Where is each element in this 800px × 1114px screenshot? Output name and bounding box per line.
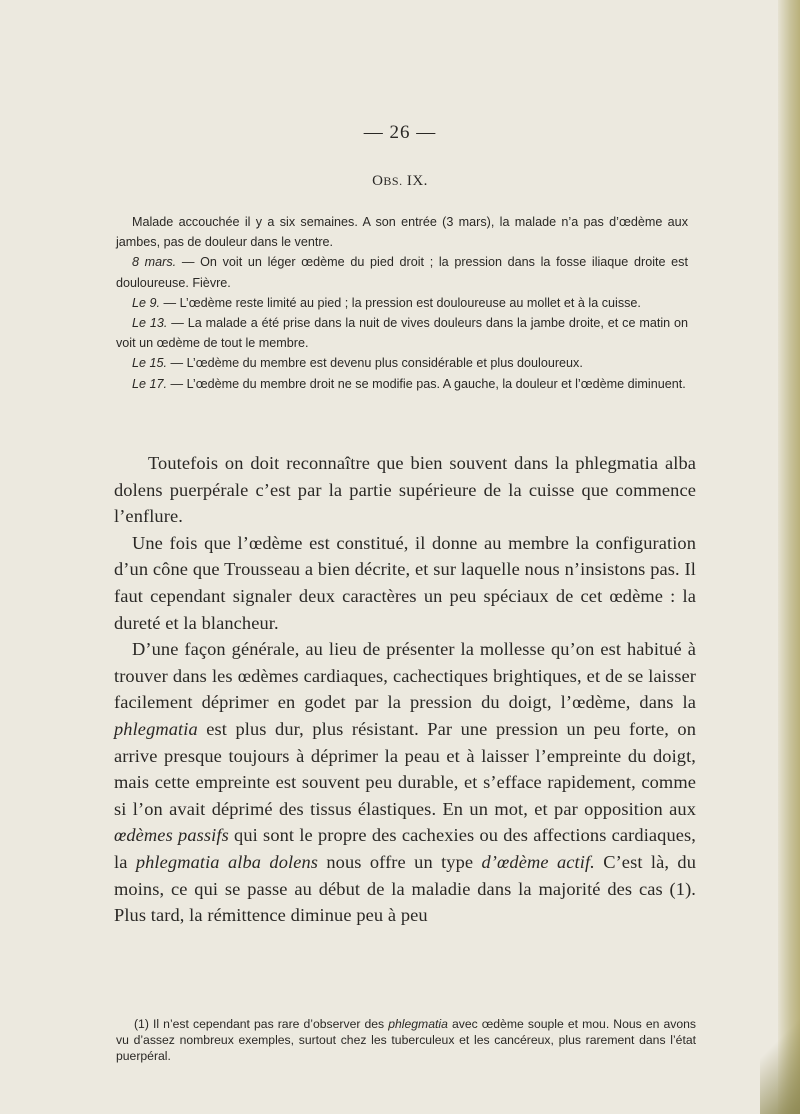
case-paragraph: Malade accouchée il y a six semaines. A son entrée (3 mars), la malade n’a pas d’œdème aux jambes, pas de douleur dans le ventre. xyxy=(116,215,688,250)
italic-term: phlegmatia xyxy=(388,1017,448,1031)
body-paragraph: D’une façon générale, au lieu de présenter la mollesse qu’on est habitué à trouver dans les œdèmes cardiaques, cachectiques brightiques, et de se laisser facilement déprimer en godet par la pression du doigt, l’œdème, dans la phlegmatia est plus dur, plus résistant. Par une pression un peu forte, on arrive presque toujours à déprimer la peau et à laisser l’empreinte du doigt, mais cette empreinte est souvent peu durable, et s’efface rapidement, comme si l’on avait déprimé des tissus élastiques. En un mot, et par opposition aux œdèmes passifs qui sont le propre des cachexies ou des affections cardiaques, la phlegmatia alba dolens nous offre un type d’œdème actif. C’est là, du moins, ce qui se passe au début de la maladie dans la majorité des cas (1). Plus tard, la rémittence diminue peu à peu xyxy=(114,639,697,926)
case-date: Le 17. xyxy=(132,376,168,391)
observation-prefix-rest: BS. xyxy=(383,174,403,188)
case-report xyxy=(116,212,688,394)
observation-number: IX. xyxy=(406,173,428,189)
case-paragraph: Le 13. — La malade a été prise dans la nuit de vives douleurs dans la jambe droite, et ce matin on voit un œdème de tout le membre. xyxy=(116,316,689,351)
page-number: — 26 — xyxy=(363,122,437,143)
italic-term: œdèmes passifs xyxy=(114,825,229,846)
case-paragraph: Le 17. — L’œdème du membre droit ne se modifie pas. A gauche, la douleur et l’œdème diminuent. xyxy=(132,376,686,391)
case-date: Le 9. xyxy=(132,295,161,310)
case-date: Le 15. xyxy=(132,356,168,371)
footnote-text: (1) Il n’est cependant pas rare d’observer des phlegmatia avec œdème souple et mou. Nous en avons vu d’assez nombreux exemples, surtout chez les tuberculeux et les cancéreux, plus rarement dans l’état puerpéral. xyxy=(116,1017,696,1063)
case-paragraph: 8 mars. — On voit un léger œdème du pied droit ; la pression dans la fosse iliaque droite est douloureuse. Fièvre. xyxy=(116,255,688,290)
page-edge-shadow xyxy=(778,0,800,1114)
italic-term: d’œdème actif. xyxy=(481,851,595,872)
body-paragraph: Toutefois on doit reconnaître que bien souvent dans la phlegmatia alba dolens puerpérale c’est par la partie supérieure de la cuisse que commence l’enflure. xyxy=(114,453,696,527)
case-paragraph: Le 15. — L’œdème du membre est devenu plus considérable et plus douloureux. xyxy=(132,356,583,371)
body-paragraph: Une fois que l’œdème est constitué, il donne au membre la configuration d’un cône que Trousseau a bien décrite, et sur laquelle nous n’insistons pas. Il faut cependant signaler deux caractères un peu spéciaux de cet œdème : la dureté et la blancheur. xyxy=(114,532,696,633)
italic-term: phlegmatia alba dolens xyxy=(135,851,319,872)
body-text xyxy=(114,450,696,929)
italic-term: phlegmatia xyxy=(114,718,198,739)
page-corner-stain xyxy=(760,994,800,1114)
footnote xyxy=(116,1016,696,1064)
observation-prefix: O xyxy=(372,173,384,189)
case-date: Le 13. xyxy=(132,316,168,331)
case-paragraph: Le 9. — L’œdème reste limité au pied ; la pression est douloureuse au mollet et à la cuisse. xyxy=(132,295,641,310)
case-date: 8 mars. xyxy=(132,255,177,270)
observation-heading xyxy=(0,173,800,190)
